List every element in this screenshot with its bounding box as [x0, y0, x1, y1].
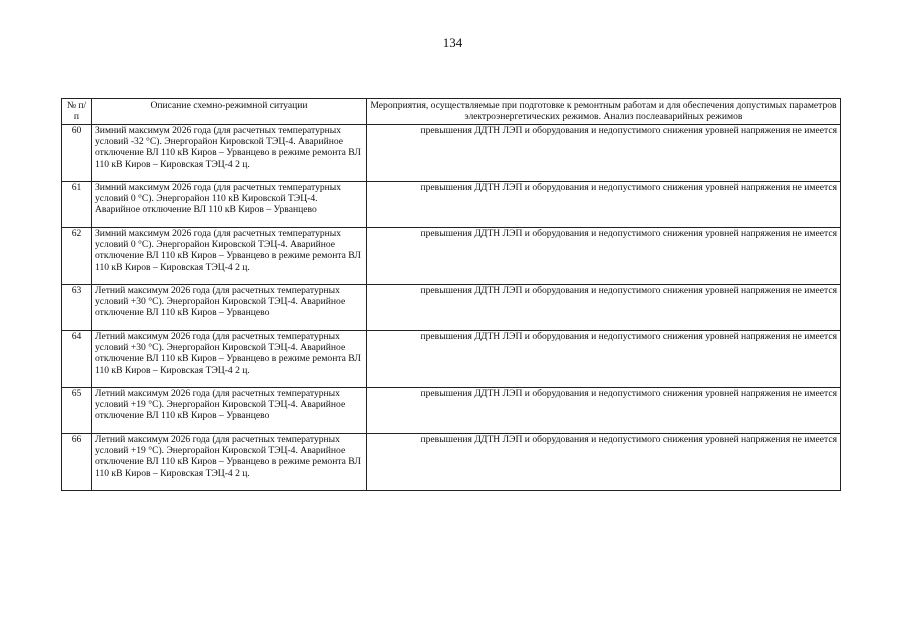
row-description: Зимний максимум 2026 года (для расчетных температурных условий 0 °С). Энергорайон 110 кВ Кировской ТЭЦ-4. Аварийное отключение ВЛ 110 кВ Киров – Урванцево	[92, 182, 367, 228]
row-description: Летний максимум 2026 года (для расчетных температурных условий +30 °С). Энергорайон Кировской ТЭЦ-4. Аварийное отключение ВЛ 110 кВ Киров – Урванцево	[92, 285, 367, 331]
row-description: Летний максимум 2026 года (для расчетных температурных условий +19 °С). Энергорайон Кировской ТЭЦ-4. Аварийное отключение ВЛ 110 кВ Киров – Урванцево в режиме ремонта ВЛ 110 кВ Киров – Кировская ТЭЦ-4 2 ц.	[92, 434, 367, 491]
row-measures: превышения ДДТН ЛЭП и оборудования и недопустимого снижения уровней напряжения не имеется	[367, 125, 841, 182]
row-num: 60	[62, 125, 92, 182]
row-measures: превышения ДДТН ЛЭП и оборудования и недопустимого снижения уровней напряжения не имеется	[367, 182, 841, 228]
header-description: Описание схемно-режимной ситуации	[92, 99, 367, 125]
row-num: 66	[62, 434, 92, 491]
row-num: 64	[62, 331, 92, 388]
row-measures: превышения ДДТН ЛЭП и оборудования и недопустимого снижения уровней напряжения не имеется	[367, 228, 841, 285]
row-measures: превышения ДДТН ЛЭП и оборудования и недопустимого снижения уровней напряжения не имеется	[367, 388, 841, 434]
table-row	[62, 388, 841, 434]
row-description: Летний максимум 2026 года (для расчетных температурных условий +19 °С). Энергорайон Кировской ТЭЦ-4. Аварийное отключение ВЛ 110 кВ Киров – Урванцево	[92, 388, 367, 434]
table-header-row	[62, 99, 841, 125]
table-row	[62, 125, 841, 182]
table-row	[62, 331, 841, 388]
table-row	[62, 285, 841, 331]
header-num: № п/п	[62, 99, 92, 125]
row-measures: превышения ДДТН ЛЭП и оборудования и недопустимого снижения уровней напряжения не имеется	[367, 434, 841, 491]
row-description: Зимний максимум 2026 года (для расчетных температурных условий 0 °С). Энергорайон Кировской ТЭЦ-4. Аварийное отключение ВЛ 110 кВ Киров – Урванцево в режиме ремонта ВЛ 110 кВ Киров – Кировская ТЭЦ-4 2 ц.	[92, 228, 367, 285]
table-row	[62, 434, 841, 491]
row-description: Зимний максимум 2026 года (для расчетных температурных условий -32 °С). Энергорайон Кировской ТЭЦ-4. Аварийное отключение ВЛ 110 кВ Киров – Урванцево в режиме ремонта ВЛ 110 кВ Киров – Кировская ТЭЦ-4 2 ц.	[92, 125, 367, 182]
page-number: 134	[442, 35, 463, 50]
table-row	[62, 228, 841, 285]
table-row	[62, 182, 841, 228]
regime-table	[61, 98, 841, 491]
row-description: Летний максимум 2026 года (для расчетных температурных условий +30 °С). Энергорайон Кировской ТЭЦ-4. Аварийное отключение ВЛ 110 кВ Киров – Урванцево в режиме ремонта ВЛ 110 кВ Киров – Кировская ТЭЦ-4 2 ц.	[92, 331, 367, 388]
row-measures: превышения ДДТН ЛЭП и оборудования и недопустимого снижения уровней напряжения не имеется	[367, 331, 841, 388]
row-num: 63	[62, 285, 92, 331]
row-num: 65	[62, 388, 92, 434]
row-num: 62	[62, 228, 92, 285]
row-num: 61	[62, 182, 92, 228]
header-measures: Мероприятия, осуществляемые при подготовке к ремонтным работам и для обеспечения допустимых параметров электроэнергетических режимов. Анализ послеаварийных режимов	[367, 99, 841, 125]
row-measures: превышения ДДТН ЛЭП и оборудования и недопустимого снижения уровней напряжения не имеется	[367, 285, 841, 331]
